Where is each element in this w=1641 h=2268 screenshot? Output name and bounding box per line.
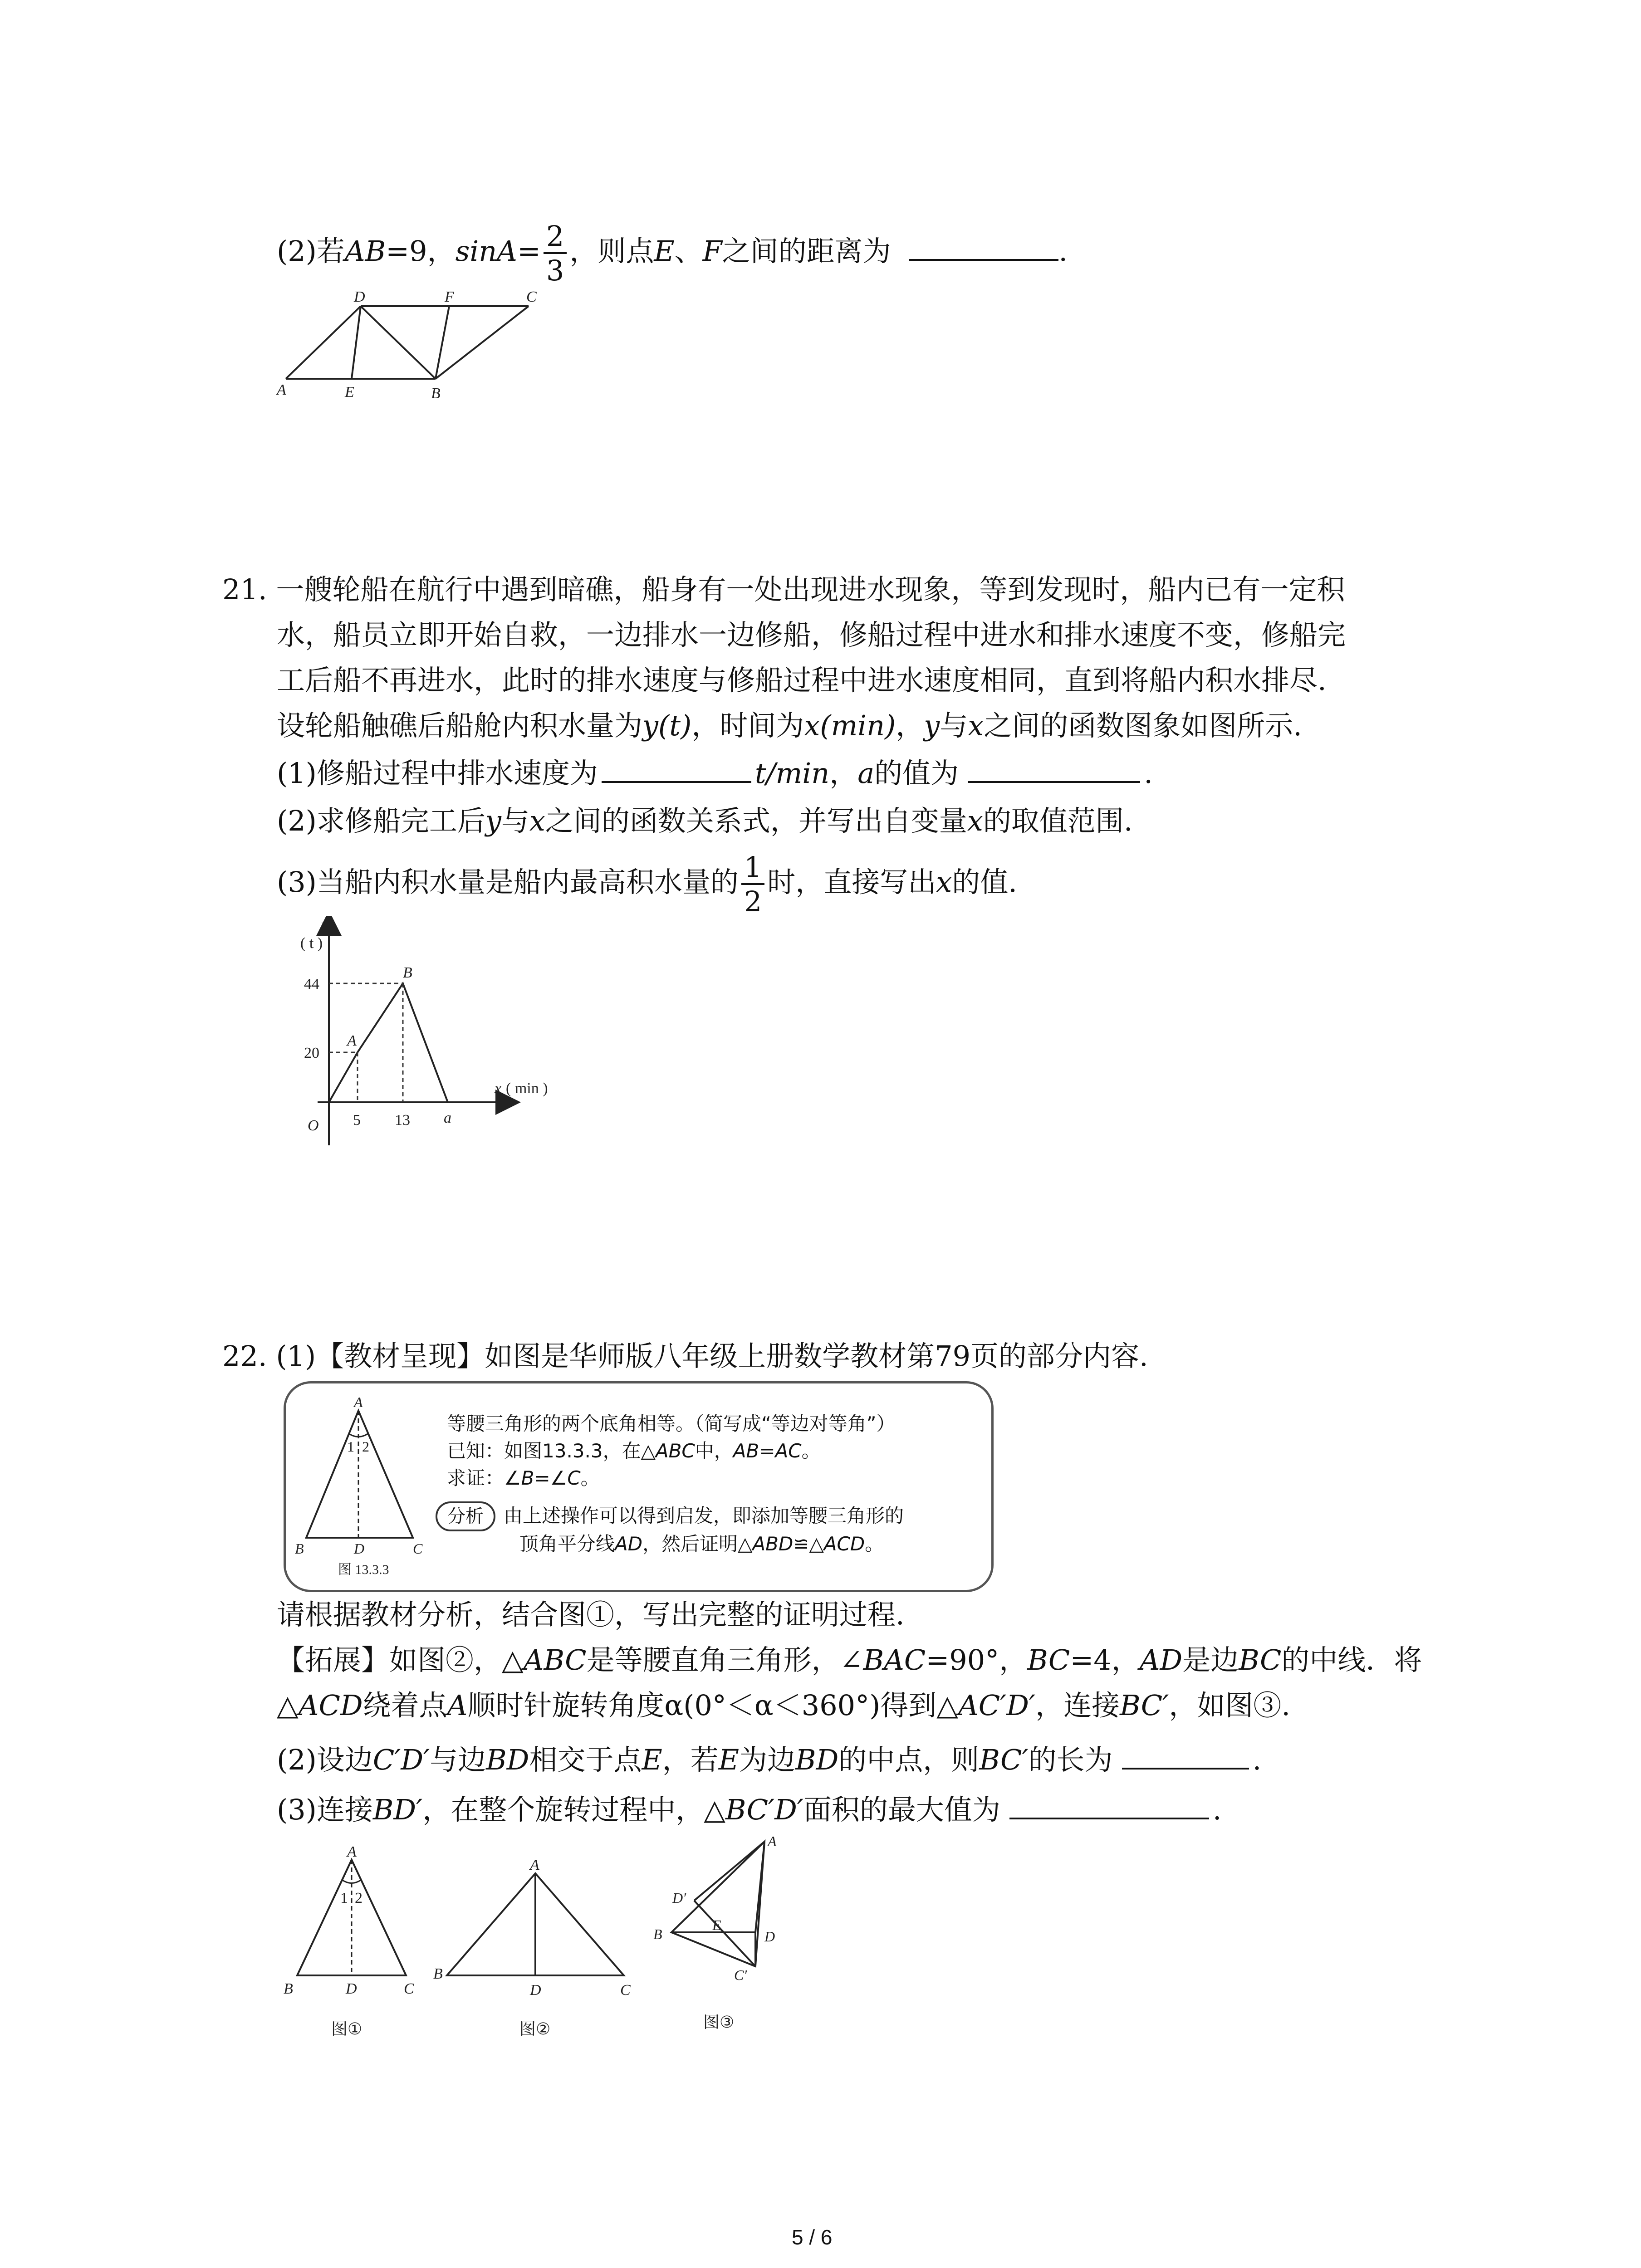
tick-a: a	[444, 1110, 451, 1126]
q20-var-sina: sinA	[455, 235, 517, 268]
q21-var: x	[967, 804, 983, 837]
q21-text: ，	[896, 709, 924, 742]
q22-var: BD	[486, 1743, 529, 1776]
q20-fraction	[544, 222, 567, 285]
figure-1-isosceles-triangle	[277, 1844, 426, 2039]
q20-text: 、	[674, 235, 703, 268]
page-number: 5 / 6	[792, 2225, 833, 2249]
answer-blank[interactable]	[968, 756, 1140, 783]
box-text: 顶角平分线	[519, 1533, 615, 1555]
q21-part3	[277, 850, 1017, 918]
angle-2: 2	[362, 1438, 369, 1455]
q21-line-4	[277, 708, 1302, 744]
q22-line-3	[277, 1642, 1422, 1678]
q22-var: ACD	[298, 1689, 363, 1722]
point-a-label: A	[347, 1032, 357, 1049]
q21-var: y(t)	[642, 709, 692, 742]
label-a: A	[530, 1860, 539, 1873]
box-var: AB=AC	[733, 1440, 802, 1462]
figure-2-caption: 图②	[519, 2020, 551, 2038]
q21-var: a	[857, 757, 875, 790]
q22-text: 的长为	[1028, 1743, 1113, 1776]
q21-text: (2)求修船完工后	[277, 804, 485, 837]
q22-text: 的中点，则	[838, 1743, 980, 1776]
q22-var: E	[642, 1743, 662, 1776]
q22-var: BC′	[979, 1743, 1029, 1776]
question-number: 21.	[222, 573, 267, 606]
q21-var: x	[936, 865, 952, 899]
x-axis-label: x	[495, 1080, 502, 1097]
label-b: B	[431, 385, 441, 402]
q22-var: BC′	[1120, 1689, 1169, 1722]
q20-text: (2)若	[277, 235, 345, 268]
q22-part3	[277, 1792, 1222, 1828]
q20-var-ab: AB	[344, 235, 386, 268]
answer-blank[interactable]	[909, 234, 1058, 261]
point-b-label: B	[403, 964, 412, 981]
q22-text: 相交于点	[529, 1743, 642, 1776]
q22-var: E	[718, 1743, 739, 1776]
y-axis-label: y	[321, 917, 328, 934]
q22-line-4	[277, 1687, 1290, 1724]
textbook-line-2	[447, 1438, 821, 1464]
answer-blank[interactable]	[1122, 1742, 1249, 1769]
q22-var: BC	[1027, 1643, 1070, 1677]
box-var: C	[567, 1467, 581, 1489]
q20-var-e: E	[654, 235, 675, 268]
box-text: 中，	[695, 1440, 733, 1462]
q22-var: AC′D′	[958, 1689, 1036, 1722]
label-b: B	[284, 1980, 293, 1997]
q20-parallelogram-figure	[268, 281, 558, 413]
q21-text: 的值为	[874, 757, 959, 790]
box-text: 已知：如图13.3.3，在△	[447, 1440, 656, 1462]
box-var: ACD	[823, 1533, 865, 1555]
q22-text: 是等腰直角三角形，∠	[586, 1643, 863, 1677]
textbook-line-1: 等腰三角形的两个底角相等。（简写成“等边对等角”）	[447, 1413, 896, 1435]
label-c-prime: C′	[734, 1967, 747, 1983]
fraction-numerator: 1	[741, 853, 764, 885]
fraction-denominator: 3	[546, 254, 564, 287]
q21-text: ，	[829, 757, 858, 790]
x-axis-unit: ( min )	[506, 1080, 548, 1097]
q21-text: (1)修船过程中排水速度为	[277, 757, 598, 790]
figure-caption: 图 13.3.3	[338, 1562, 389, 1577]
label-c: C	[413, 1540, 423, 1557]
q22-line-1	[222, 1338, 1148, 1374]
question-number: 22.	[222, 1339, 267, 1373]
q21-var: y	[485, 804, 501, 837]
fraction-numerator: 2	[544, 222, 567, 254]
q21-var: x	[968, 709, 984, 742]
q22-part2	[277, 1742, 1261, 1778]
q21-text: 之间的函数图象如图所示.	[984, 709, 1303, 742]
q22-text: 与边	[430, 1743, 486, 1776]
box-text: ，然后证明△	[642, 1533, 753, 1555]
q21-part2	[277, 803, 1133, 839]
q22-text: 顺时针旋转角度α(0°＜α＜360°)得到△	[467, 1689, 958, 1722]
tick-20: 20	[304, 1045, 319, 1061]
q21-text: 时，直接写出	[767, 865, 936, 899]
figure-2-right-isosceles-triangle	[433, 1860, 642, 2039]
q21-var: y	[924, 709, 940, 742]
q21-text: 的取值范围.	[983, 804, 1133, 837]
q21-text: .	[1144, 757, 1153, 790]
label-c: C	[526, 288, 537, 305]
label-e: E	[712, 1917, 721, 1933]
textbook-line-3	[447, 1465, 600, 1491]
label-a: A	[277, 381, 286, 398]
q22-text: ，若	[662, 1743, 719, 1776]
figure-3-rotated-triangle	[644, 1828, 808, 2039]
q21-var: x	[529, 804, 545, 837]
q22-var: BD	[795, 1743, 839, 1776]
q20-part2-question	[277, 222, 1068, 285]
q21-line-3: 工后船不再进水，此时的排水速度与修船过程中进水速度相同，直到将船内积水排尽.	[277, 664, 1327, 697]
label-d: D	[354, 288, 365, 305]
q22-text: (1)【教材呈现】如图是华师版八年级上册数学教材第79页的部分内容.	[276, 1339, 1148, 1373]
figure-1-caption: 图①	[331, 2020, 362, 2038]
q21-line-2: 水，船员立即开始自救，一边排水一边修船，修船过程中进水和排水速度不变，修船完	[277, 618, 1346, 651]
answer-blank[interactable]	[1009, 1792, 1209, 1819]
q21-text: 之间的函数关系式，并写出自变量	[545, 804, 967, 837]
angle-2: 2	[355, 1890, 362, 1906]
angle-1: 1	[347, 1438, 354, 1455]
q22-var: BC′D′	[725, 1793, 803, 1826]
q21-line-1	[222, 572, 1345, 608]
label-d: D	[346, 1980, 357, 1997]
q22-text: ，在整个旋转过程中，△	[422, 1793, 725, 1826]
q21-text: 与	[940, 709, 968, 742]
label-a: A	[347, 1844, 357, 1860]
q22-text: ，连接	[1035, 1689, 1120, 1722]
box-var: ABC	[655, 1440, 695, 1462]
q22-line-2: 请根据教材分析，结合图①，写出完整的证明过程.	[277, 1598, 905, 1631]
q22-text: (2)设边	[277, 1743, 373, 1776]
q21-text: 设轮船触礁后船舱内积水量为	[277, 709, 643, 742]
box-var: ABD	[752, 1533, 794, 1555]
q21-water-graph	[272, 916, 590, 1148]
q21-text: ，时间为	[691, 709, 804, 742]
box-var: AD	[615, 1533, 643, 1555]
textbook-line-4	[436, 1501, 904, 1531]
q21-part1	[277, 755, 1153, 792]
answer-blank[interactable]	[602, 756, 751, 783]
q21-text: 与	[501, 804, 529, 837]
q22-text: =90°，	[926, 1643, 1028, 1677]
label-d: D	[354, 1540, 365, 1557]
q20-text: =9，	[386, 235, 456, 268]
label-b: B	[433, 1965, 443, 1982]
q20-text: ，则点	[569, 235, 654, 268]
origin-label: O	[308, 1117, 319, 1134]
q21-text: 一艘轮船在航行中遇到暗礁，船身有一处出现进水现象，等到发现时，船内已有一定积	[276, 573, 1345, 606]
q20-text: 之间的距离为	[722, 235, 891, 268]
q22-var: A	[447, 1689, 468, 1722]
box-text: 求证：∠	[447, 1467, 521, 1489]
q22-text: 的中线．将	[1281, 1643, 1422, 1677]
q20-text: .	[1058, 235, 1068, 268]
q22-var: BD′	[372, 1793, 423, 1826]
q22-text: 绕着点	[362, 1689, 447, 1722]
label-e: E	[345, 384, 354, 401]
q22-var: BC	[1239, 1643, 1282, 1677]
tick-13: 13	[395, 1112, 410, 1129]
q22-text: △	[277, 1689, 299, 1722]
tick-44: 44	[304, 976, 319, 992]
box-text: =∠	[534, 1467, 568, 1489]
textbook-line-5	[519, 1531, 884, 1557]
label-c: C	[620, 1982, 631, 1999]
q22-text: (3)连接	[277, 1793, 373, 1826]
angle-1: 1	[340, 1890, 348, 1906]
q22-text: 【拓展】如图②，△	[277, 1643, 524, 1677]
q21-var: x(min)	[804, 709, 896, 742]
q22-var: AD	[1139, 1643, 1183, 1677]
q21-fraction	[741, 850, 764, 918]
label-c: C	[404, 1980, 414, 1997]
q22-text: ，如图③.	[1169, 1689, 1291, 1722]
figure-3-caption: 图③	[703, 2013, 735, 2032]
q22-text: .	[1252, 1743, 1262, 1776]
analysis-tag: 分析	[436, 1501, 495, 1531]
q22-text: =4，	[1070, 1643, 1140, 1677]
y-axis-unit: ( t )	[300, 935, 323, 952]
q22-var: C′D′	[372, 1743, 430, 1776]
q22-text: .	[1212, 1793, 1222, 1826]
q22-var: BAC	[863, 1643, 926, 1677]
label-b: B	[653, 1926, 662, 1942]
box-text: 。	[801, 1440, 821, 1462]
label-b: B	[295, 1540, 304, 1557]
label-f: F	[445, 288, 454, 305]
label-d-prime: D′	[672, 1890, 686, 1906]
fraction-denominator: 2	[744, 885, 762, 918]
q21-unit: t/min	[754, 757, 830, 790]
textbook-triangle-figure	[290, 1397, 426, 1579]
q21-text: (3)当船内积水量是船内最高积水量的	[277, 865, 739, 899]
q22-text: 为边	[739, 1743, 796, 1776]
box-text: 由上述操作可以得到启发，即添加等腰三角形的	[504, 1505, 904, 1527]
q20-text: =	[517, 235, 541, 268]
box-text: 。	[865, 1533, 884, 1555]
label-d: D	[530, 1982, 541, 1999]
label-a: A	[768, 1833, 777, 1849]
box-var: B	[521, 1467, 534, 1489]
box-text: ≌△	[793, 1533, 824, 1555]
q22-var: ABC	[523, 1643, 587, 1677]
q22-text: 是边	[1182, 1643, 1239, 1677]
label-d: D	[764, 1928, 775, 1945]
q22-text: 面积的最大值为	[803, 1793, 1000, 1826]
q21-text: 的值.	[952, 865, 1017, 899]
label-a: A	[354, 1397, 363, 1410]
q20-var-f: F	[702, 235, 722, 268]
box-text: 。	[580, 1467, 600, 1489]
tick-5: 5	[353, 1112, 361, 1129]
